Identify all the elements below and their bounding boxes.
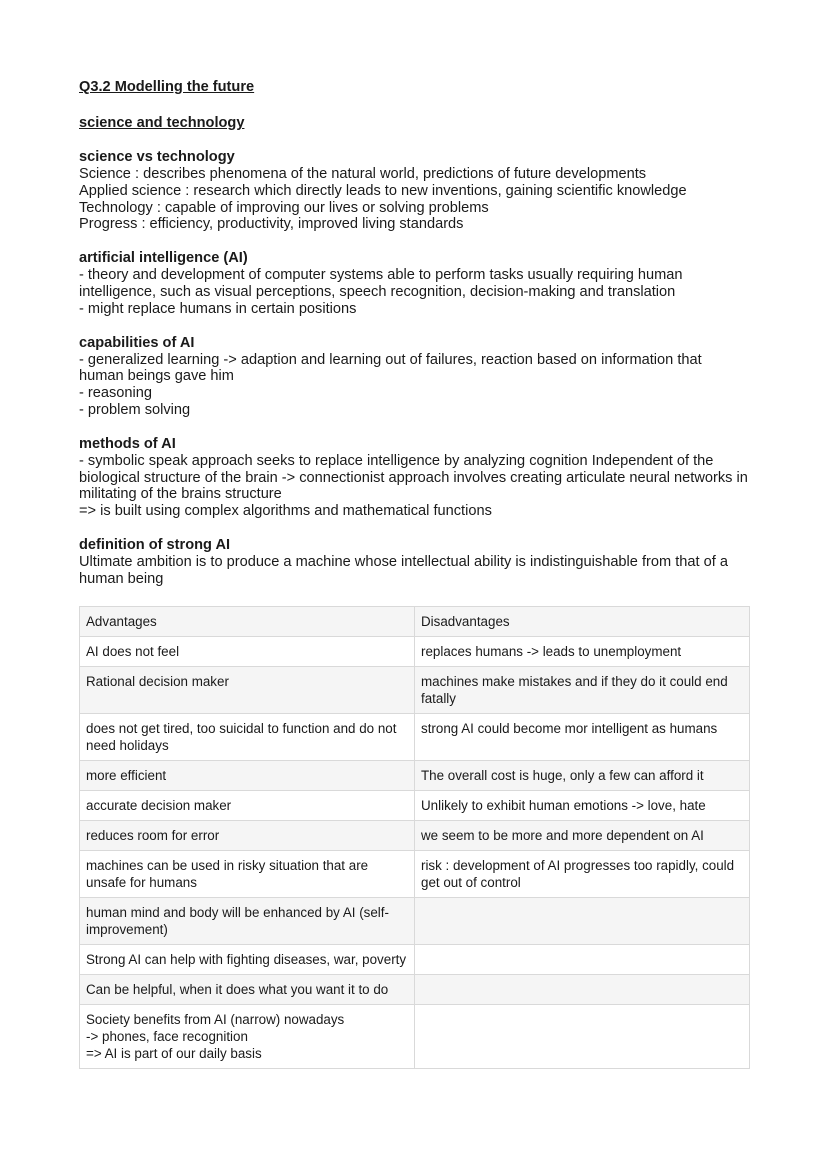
section-heading: methods of AI	[79, 435, 176, 452]
document-title: Q3.2 Modelling the future	[79, 79, 255, 95]
advantage-cell: Society benefits from AI (narrow) nowadays -> phones, face recognition => AI is part of our daily basis	[80, 1004, 415, 1068]
section-definition-of-strong-ai	[79, 537, 750, 588]
table-row	[80, 666, 750, 713]
section-line: Technology : capable of improving our lives or solving problems	[79, 199, 489, 216]
section-line: Applied science : research which directly leads to new inventions, gaining scientific knowledge	[79, 182, 687, 199]
section-capabilities-of-ai	[79, 335, 750, 419]
disadvantage-cell: we seem to be more and more dependent on AI	[415, 820, 750, 850]
table-header-disadvantages: Disadvantages	[415, 606, 750, 636]
section-line: => is built using complex algorithms and mathematical functions	[79, 503, 492, 520]
disadvantage-cell	[415, 1004, 750, 1068]
disadvantage-cell: Unlikely to exhibit human emotions -> love, hate	[415, 790, 750, 820]
advantage-cell: machines can be used in risky situation that are unsafe for humans	[80, 850, 415, 897]
table-header-row	[80, 606, 750, 636]
table-row	[80, 790, 750, 820]
advantage-cell: does not get tired, too suicidal to function and do not need holidays	[80, 713, 415, 760]
section-line: Progress : efficiency, productivity, improved living standards	[79, 216, 464, 233]
advantage-cell: Rational decision maker	[80, 666, 415, 713]
disadvantage-cell: The overall cost is huge, only a few can afford it	[415, 760, 750, 790]
table-row	[80, 897, 750, 944]
disadvantage-cell: replaces humans -> leads to unemployment	[415, 636, 750, 666]
advantage-cell: accurate decision maker	[80, 790, 415, 820]
table-row	[80, 974, 750, 1004]
table-row	[80, 850, 750, 897]
table-header-advantages: Advantages	[80, 606, 415, 636]
table-row	[80, 636, 750, 666]
section-line: - generalized learning -> adaption and learning out of failures, reaction based on information that human beings gave him	[79, 351, 702, 385]
section-line: Ultimate ambition is to produce a machine whose intellectual ability is indistinguishable from that of a human being	[79, 553, 728, 587]
advantage-cell: human mind and body will be enhanced by AI (self-improvement)	[80, 897, 415, 944]
disadvantage-cell: machines make mistakes and if they do it could end fatally	[415, 666, 750, 713]
table-row	[80, 1004, 750, 1068]
section-heading: definition of strong AI	[79, 536, 231, 553]
disadvantage-cell	[415, 974, 750, 1004]
section-heading: science vs technology	[79, 149, 235, 165]
section-line: - might replace humans in certain positions	[79, 300, 357, 317]
section-line: - theory and development of computer systems able to perform tasks usually requiring human intelligence, such as visual perceptions, speech recognition, decision-making and translation	[79, 267, 683, 300]
section-artificial-intelligence	[79, 250, 750, 317]
advantage-cell: Strong AI can help with fighting diseases, war, poverty	[80, 944, 415, 974]
table-row	[80, 713, 750, 760]
disadvantage-cell	[415, 897, 750, 944]
disadvantage-cell: risk : development of AI progresses too rapidly, could get out of control	[415, 850, 750, 897]
section-methods-of-ai	[79, 436, 750, 520]
advantage-cell: Can be helpful, when it does what you want it to do	[80, 974, 415, 1004]
section-line: - reasoning	[79, 385, 153, 402]
section-line: Science : describes phenomena of the natural world, predictions of future developments	[79, 166, 647, 182]
section-heading: capabilities of AI	[79, 334, 195, 351]
document-subtitle: science and technology	[79, 115, 245, 131]
table-row	[80, 944, 750, 974]
table-row	[80, 820, 750, 850]
disadvantage-cell	[415, 944, 750, 974]
section-line: - problem solving	[79, 401, 191, 418]
section-heading: artificial intelligence (AI)	[79, 250, 248, 267]
section-science-vs-technology	[79, 149, 750, 233]
table-row	[80, 760, 750, 790]
advantage-cell: reduces room for error	[80, 820, 415, 850]
disadvantage-cell: strong AI could become mor intelligent as humans	[415, 713, 750, 760]
section-line: - symbolic speak approach seeks to replace intelligence by analyzing cognition Independent of the biological structure of the brain -> connectionist approach involves creating articulate neural networks in militating of the brains structure	[79, 452, 748, 503]
pros-cons-table	[79, 606, 750, 1069]
advantage-cell: AI does not feel	[80, 636, 415, 666]
advantage-cell: more efficient	[80, 760, 415, 790]
